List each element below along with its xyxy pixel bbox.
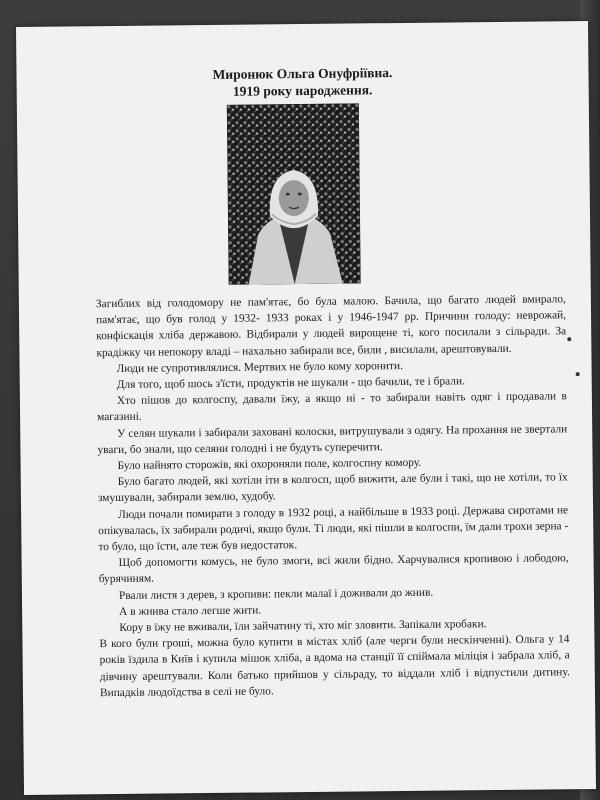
paragraph: Було багато людей, які хотіли іти в колгосп, щоб вижити, але були і такі, що не хотіли, то їх змушували, забирали землю, худобу. <box>97 471 568 505</box>
paragraph: У селян шукали і забирали заховані колоски, витрушували з одягу. На прохання не звертали уваги, бо знали, що селяни голодні і не будуть суперечити. <box>97 422 568 457</box>
margin-dot <box>576 372 580 376</box>
document-subtitle: 1919 року народження. <box>232 82 373 99</box>
paragraph: Хто пішов до колгоспу, давали їжу, а якщо ні - то забирали навіть одяг і продавали в магазині. <box>97 390 567 424</box>
paragraph: Щоб допомогти комусь, не було змоги, всі жили бідно. Харчувалися кропивою і лободою, бурячиням. <box>98 552 569 586</box>
paragraph: В кого були гроші, можна було купити в містах хліб (але черги були нескінченні). Ольга у 14 років їздила в Київ і купила мішок хліба, а вдома на станції її спіймала міліція і забрала хліб, а дівчину арештували. Коли батько прийшов у сільраду, то віддали хліб і відпустили дитину. Випадків людоїдства в селі не було. <box>99 633 570 700</box>
portrait-photo <box>227 103 361 284</box>
paragraph: Люди почали помирати з голоду в 1932 році, а найбільше в 1933 році. Держава сиротами не опікувалась, їх забирали родичі, якщо були. Ті люди, які пішли в колгоспи, їм дали трохи зерна - то було, що їсти, але теж був недостаток. <box>98 503 569 554</box>
paragraph: Кору в їжу не вживали, їли зайчатину ті, хто міг зловити. Запікали хробаки. <box>119 618 487 635</box>
document-page <box>16 21 596 795</box>
document-body <box>96 291 570 701</box>
paragraph: Було найнято сторожів, які охороняли поле, колгоспну комору. <box>117 456 422 473</box>
paragraph: Загиблих від голодомору не пам'ятає, бо була малою. Бачила, що багато людей вмирало, пам'ятає, що був голод у 1932- 1933 роках і у 1946-1947 рр. Причини голоду: неврожай, конфіскація хліба державою. Відбирали у людей вирощене ті, кого посилали з сільради. За крадіжку чи непокору владі – нахально забирали все, били , висилали, арештовували. <box>95 293 567 359</box>
paragraph: А в жнива стало легше жити. <box>119 604 262 618</box>
paragraph: Для того, щоб шось з'їсти, продуктів не шукали - що бачили, те і брали. <box>116 375 465 391</box>
document-title: Миронюк Ольга Онуфріївна. <box>212 65 393 82</box>
paragraph: Люди не супротивлялися. Мертвих не було кому хоронити. <box>116 359 403 375</box>
portrait-photo-icon <box>227 103 361 284</box>
paragraph: Рвали листя з дерев, з кропиви: пекли малаї і доживали до жнив. <box>118 586 434 602</box>
margin-dot <box>567 337 571 341</box>
